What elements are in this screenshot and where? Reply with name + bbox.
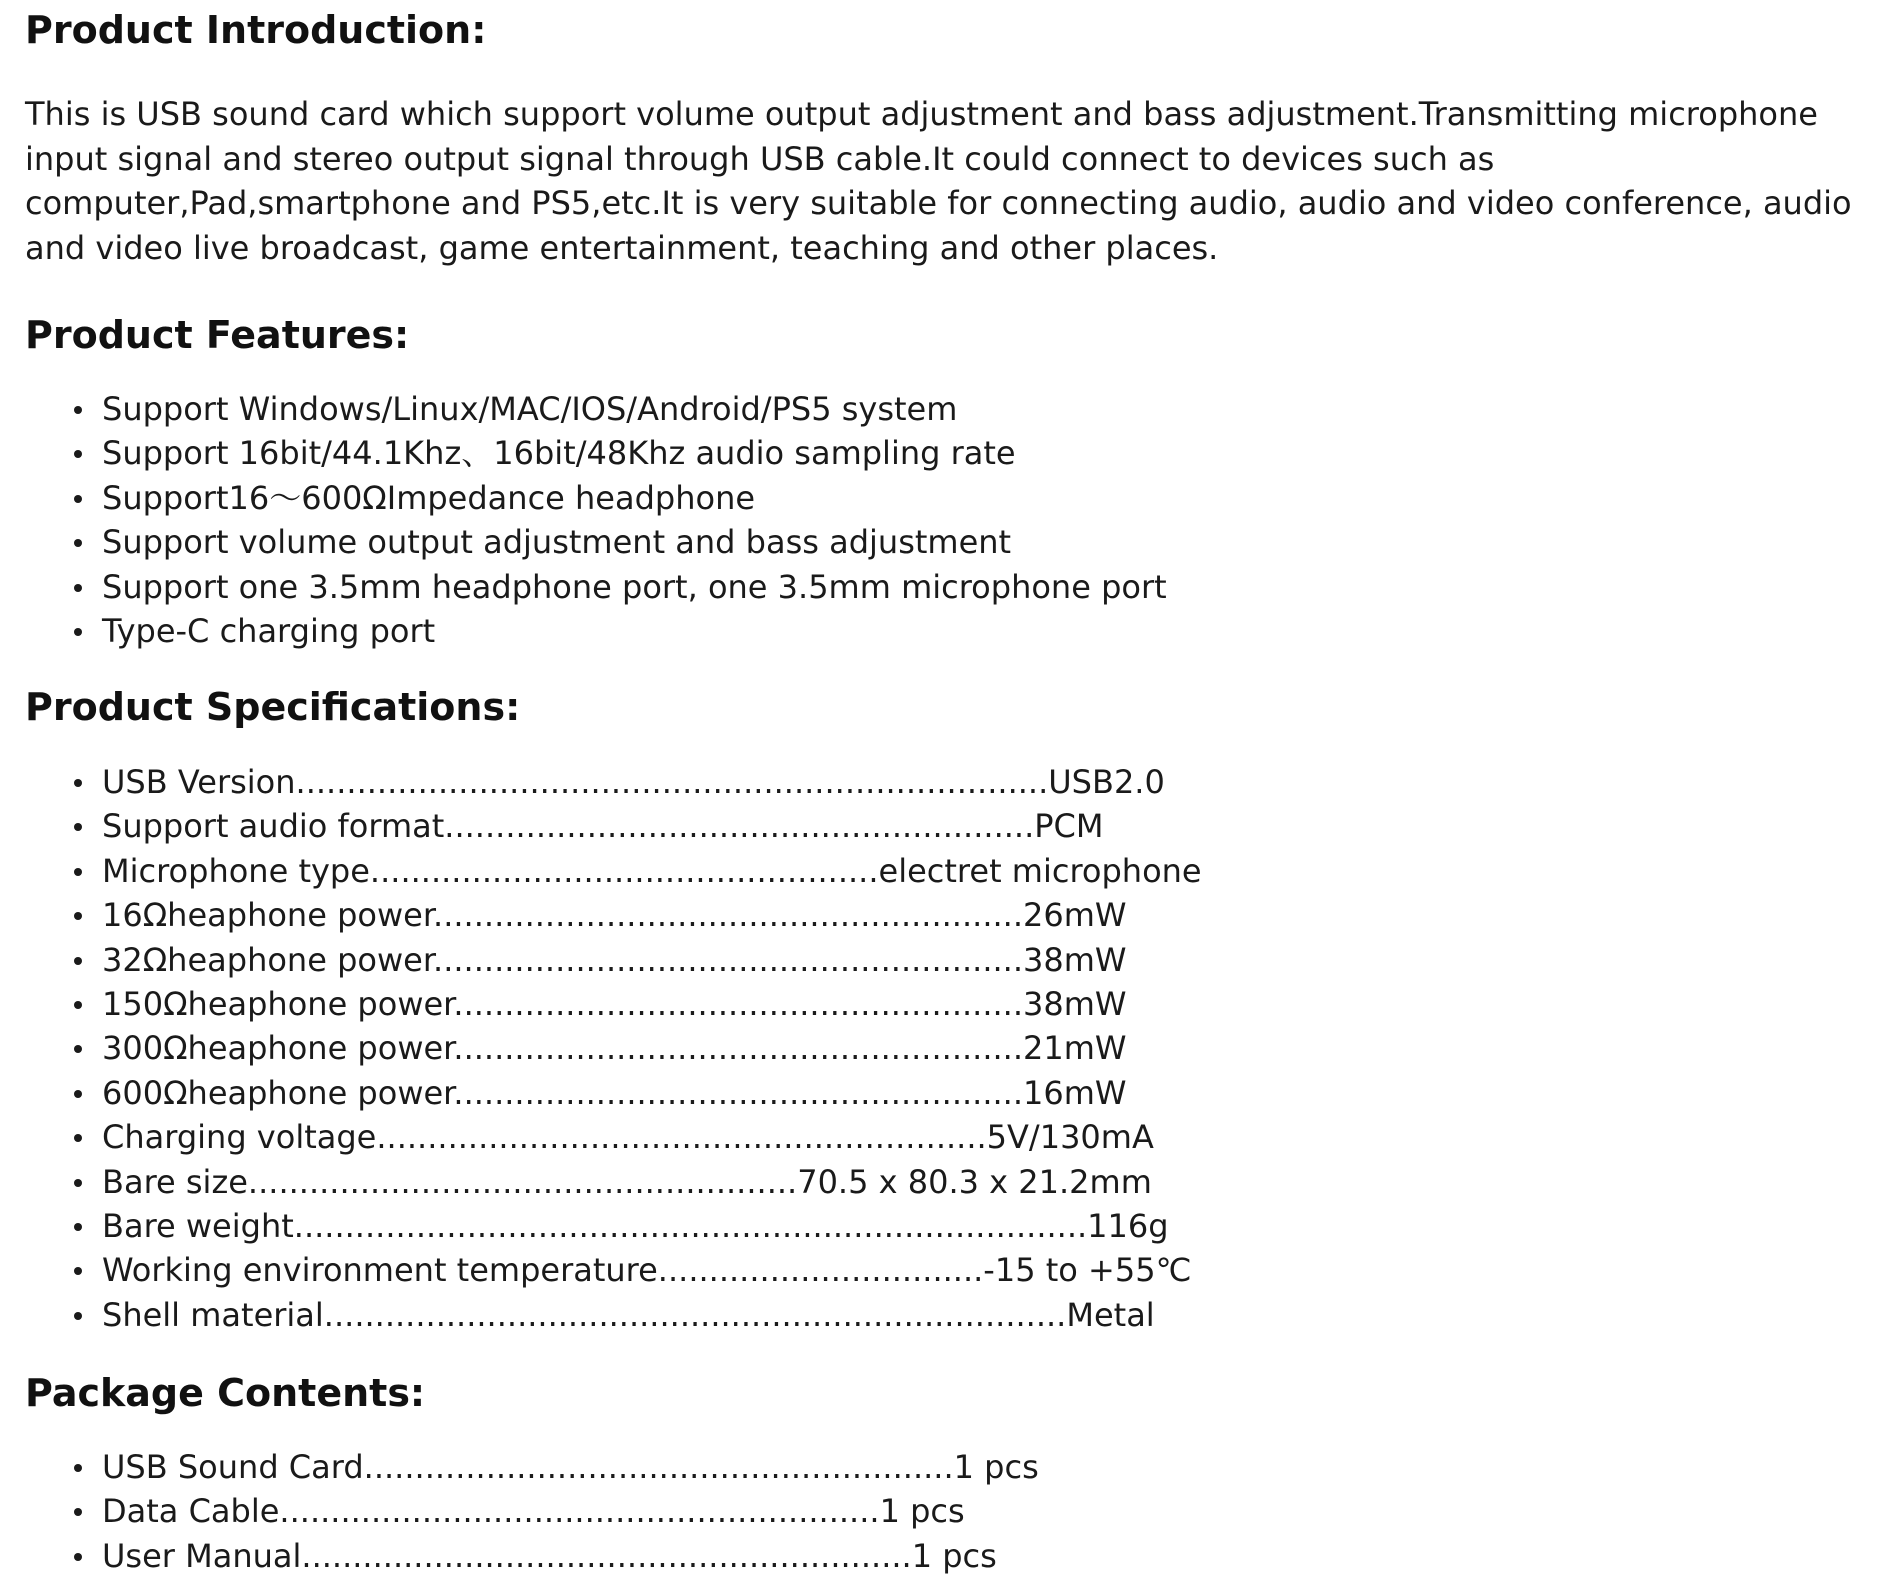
- product-features-list: [0, 387, 1167, 653]
- bullet-icon: [74, 823, 82, 831]
- bullet-icon: [74, 495, 82, 503]
- bullet-icon: [74, 1464, 82, 1472]
- bullet-icon: [74, 1045, 82, 1053]
- spec-item-microphone-type: Microphone type..................................................electret microphone: [0, 849, 1202, 893]
- package-item-user-manual: User Manual............................................................1 pcs: [0, 1534, 1039, 1578]
- bullet-icon: [74, 912, 82, 920]
- list-item: Support Windows/Linux/MAC/IOS/Android/PS5 system: [0, 387, 1167, 431]
- package-item-data-cable: Data Cable...........................................................1 pcs: [0, 1489, 1039, 1533]
- bullet-icon: [74, 1312, 82, 1320]
- list-item: Support one 3.5mm headphone port, one 3.5mm microphone port: [0, 565, 1167, 609]
- list-item: Support volume output adjustment and bass adjustment: [0, 520, 1167, 564]
- bullet-icon: [74, 1553, 82, 1561]
- bullet-icon: [74, 628, 82, 636]
- bullet-icon: [74, 584, 82, 592]
- product-specifications-list: [0, 760, 1202, 1337]
- bullet-icon: [74, 539, 82, 547]
- spec-item-shell-material: Shell material.........................................................................Metal: [0, 1293, 1202, 1337]
- bullet-icon: [74, 1134, 82, 1142]
- bullet-icon: [74, 1223, 82, 1231]
- product-features-heading: Product Features:: [25, 313, 410, 357]
- spec-item-150-ohm-power: 150Ωheaphone power........................................................38mW: [0, 982, 1202, 1026]
- bullet-icon: [74, 450, 82, 458]
- spec-item-charging-voltage: Charging voltage............................................................5V/130mA: [0, 1115, 1202, 1159]
- spec-item-working-temperature: Working environment temperature................................-15 to +55℃: [0, 1248, 1202, 1292]
- spec-item-bare-size: Bare size......................................................70.5 x 80.3 x 21.2mm: [0, 1160, 1202, 1204]
- spec-item-audio-format: Support audio format..........................................................PCM: [0, 804, 1202, 848]
- spec-item-16-ohm-power: 16Ωheaphone power..........................................................26mW: [0, 893, 1202, 937]
- spec-item-300-ohm-power: 300Ωheaphone power........................................................21mW: [0, 1026, 1202, 1070]
- bullet-icon: [74, 1001, 82, 1009]
- bullet-icon: [74, 957, 82, 965]
- list-item: Type-C charging port: [0, 609, 1167, 653]
- spec-item-32-ohm-power: 32Ωheaphone power..........................................................38mW: [0, 938, 1202, 982]
- bullet-icon: [74, 1090, 82, 1098]
- bullet-icon: [74, 406, 82, 414]
- list-item: Support 16bit/44.1Khz、16bit/48Khz audio sampling rate: [0, 431, 1167, 475]
- spec-item-usb-version: USB Version..........................................................................USB2.0: [0, 760, 1202, 804]
- bullet-icon: [74, 1267, 82, 1275]
- bullet-icon: [74, 1508, 82, 1516]
- spec-item-bare-weight: Bare weight..............................................................................116g: [0, 1204, 1202, 1248]
- product-introduction-text: This is USB sound card which support volume output adjustment and bass adjustment.Transmitting microphone input signal and stereo output signal through USB cable.It could connect to devices such as computer,Pad,smartphone and PS5,etc.It is very suitable for connecting audio, audio and video conference, audio and video live broadcast, game entertainment, teaching and other places.: [25, 95, 1852, 267]
- bullet-icon: [74, 779, 82, 787]
- bullet-icon: [74, 868, 82, 876]
- product-introduction-heading: Product Introduction:: [25, 8, 487, 52]
- product-specifications-heading: Product Specifications:: [25, 685, 521, 729]
- package-item-usb-sound-card: USB Sound Card..........................................................1 pcs: [0, 1445, 1039, 1489]
- spec-item-600-ohm-power: 600Ωheaphone power........................................................16mW: [0, 1071, 1202, 1115]
- list-item: Support16～600ΩImpedance headphone: [0, 476, 1167, 520]
- package-contents-list: [0, 1445, 1039, 1578]
- bullet-icon: [74, 1179, 82, 1187]
- package-contents-heading: Package Contents:: [25, 1371, 426, 1415]
